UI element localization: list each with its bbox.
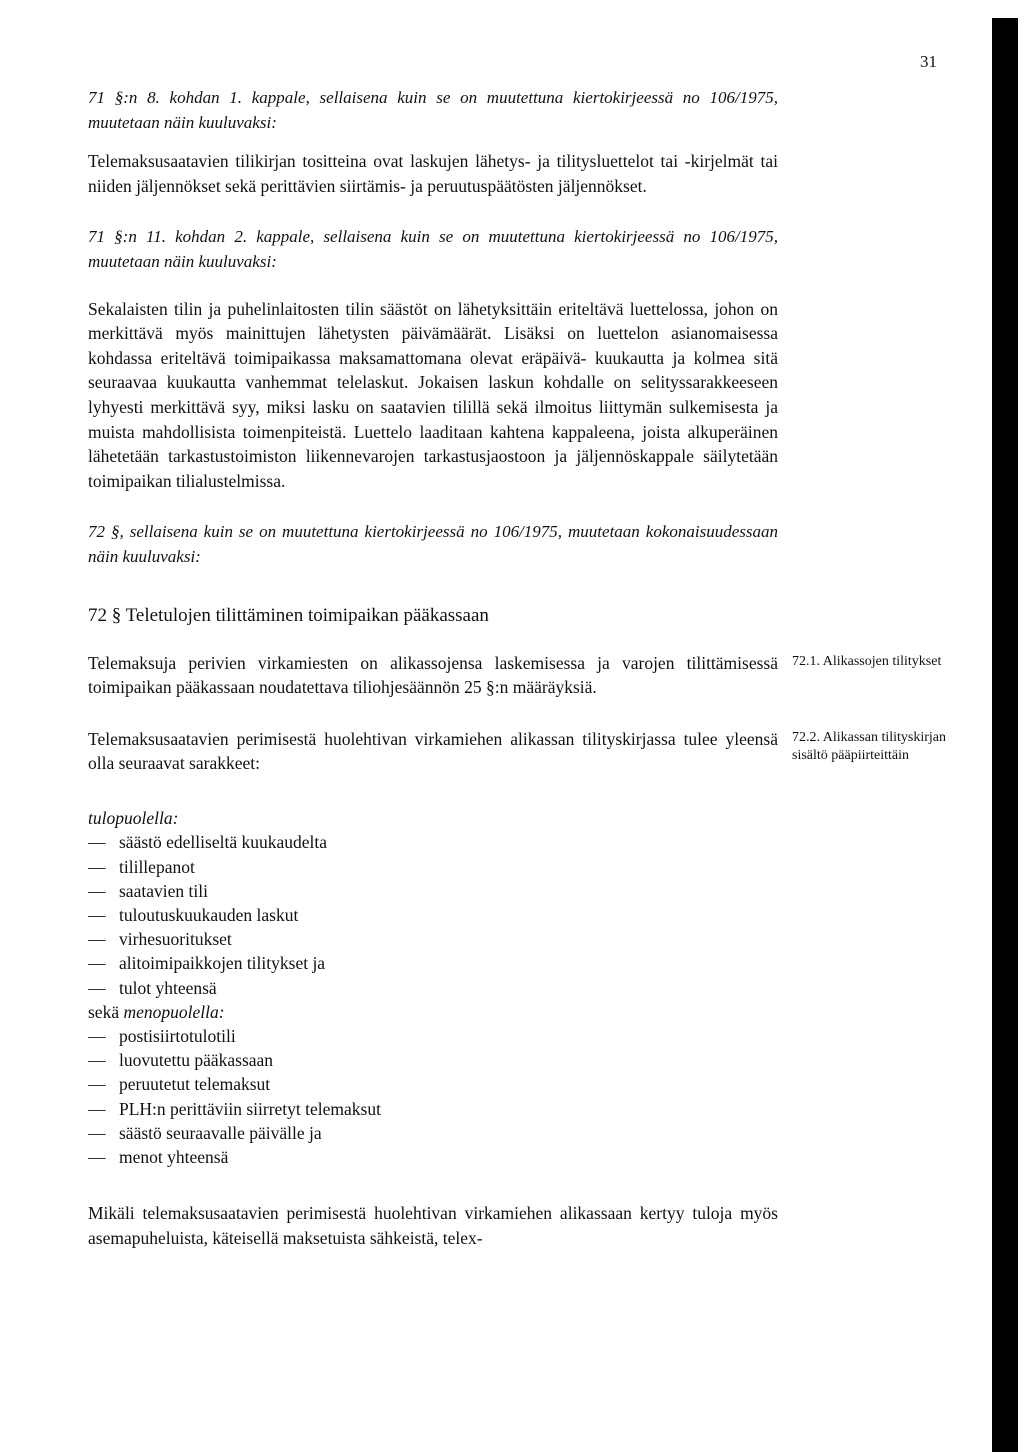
list-item-text: virhesuoritukset bbox=[119, 929, 232, 950]
scan-edge-bar bbox=[992, 18, 1018, 1452]
expense-label: menopuolella: bbox=[123, 1001, 225, 1022]
dash-bullet: — bbox=[88, 880, 106, 901]
list-item-text: postisiirtotulotili bbox=[119, 1026, 236, 1046]
amendment-heading-71-11: 71 §:n 11. kohdan 2. kappale, sellaisena kuin se on muutettuna kiertokirjeessä no 106/1975, muutetaan näin kuuluvaksi: bbox=[88, 227, 778, 271]
subsection-72-2 bbox=[88, 727, 946, 776]
list-item-text: säästö edelliseltä kuukaudelta bbox=[119, 832, 327, 853]
final-paragraph: Mikäli telemaksusaatavien perimisestä huolehtivan virkamiehen alikassaan kertyy tuloja myös asemapuheluista, käteisellä maksetuista sähkeistä, telex- bbox=[88, 1203, 778, 1248]
amendment-text-71-8: Telemaksusaatavien tilikirjan tositteina ovat laskujen lähetys- ja tilitysluettelot tai -kirjelmät tai niiden jäljennökset sekä perittävien siirtämis- ja peruutuspäätösten jäljennökset. bbox=[88, 151, 778, 196]
list-item-text: tilillepanot bbox=[119, 856, 195, 877]
list-item bbox=[88, 1145, 778, 1169]
dash-bullet: — bbox=[88, 856, 106, 877]
amendment-heading-71-8: 71 §:n 8. kohdan 1. kappale, sellaisena kuin se on muutettuna kiertokirjeessä no 106/1975, muutetaan näin kuuluvaksi: bbox=[88, 88, 778, 132]
list-item bbox=[88, 903, 778, 927]
list-item bbox=[88, 1097, 778, 1121]
list-item bbox=[88, 1121, 778, 1145]
income-items-list bbox=[88, 830, 778, 999]
list-item bbox=[88, 1048, 778, 1072]
document-body bbox=[88, 86, 946, 1250]
list-item bbox=[88, 879, 778, 903]
page-number: 31 bbox=[920, 52, 937, 71]
dash-bullet: — bbox=[88, 1147, 106, 1168]
paragraph-72-1: Telemaksuja perivien virkamiesten on alikassojensa laskemisessa ja varojen tilittämisessä toimipaikan pääkassaan noudatettava tiliohjesäännön 25 §:n määräyksiä. bbox=[88, 652, 778, 698]
list-item bbox=[88, 1024, 778, 1048]
dash-bullet: — bbox=[88, 977, 106, 998]
list-item bbox=[88, 830, 778, 854]
dash-bullet: — bbox=[88, 832, 106, 853]
dash-bullet: — bbox=[88, 1026, 106, 1046]
dash-bullet: — bbox=[88, 1098, 106, 1119]
list-item-text: tulot yhteensä bbox=[119, 977, 217, 998]
margin-note-72-2: 72.2. Alikassan tilityskirjan sisältö pääpiirteittäin bbox=[792, 729, 946, 763]
dash-bullet: — bbox=[88, 1074, 106, 1095]
list-item-text: tuloutuskuukauden laskut bbox=[119, 904, 299, 925]
paragraph-72-2: Telemaksusaatavien perimisestä huolehtivan virkamiehen alikassan tilityskirjassa tulee yleensä olla seuraavat sarakkeet: bbox=[88, 728, 778, 774]
list-item bbox=[88, 951, 778, 975]
list-item bbox=[88, 927, 778, 951]
dash-bullet: — bbox=[88, 953, 106, 974]
list-item-text: saatavien tili bbox=[119, 880, 208, 901]
list-item bbox=[88, 976, 778, 1000]
list-item-text: peruutetut telemaksut bbox=[119, 1074, 271, 1095]
dash-bullet: — bbox=[88, 1122, 106, 1143]
dash-bullet: — bbox=[88, 929, 106, 950]
column-list bbox=[88, 806, 778, 1169]
expense-items-list bbox=[88, 1024, 778, 1169]
amendment-heading-72: 72 §, sellaisena kuin se on muutettuna kiertokirjeessä no 106/1975, muutetaan kokonaisuudessaan näin kuuluvaksi: bbox=[88, 522, 778, 566]
list-item bbox=[88, 1072, 778, 1096]
list-item-text: alitoimipaikkojen tilitykset ja bbox=[119, 953, 326, 974]
list-item-text: luovutettu pääkassaan bbox=[119, 1050, 274, 1071]
expense-label-line bbox=[88, 1000, 778, 1024]
margin-note-72-1: 72.1. Alikassojen tilitykset bbox=[792, 653, 942, 669]
income-label: tulopuolella: bbox=[88, 807, 179, 828]
dash-bullet: — bbox=[88, 1050, 106, 1071]
expense-prefix: sekä bbox=[88, 1001, 124, 1022]
dash-bullet: — bbox=[88, 904, 106, 925]
list-item-text: PLH:n perittäviin siirretyt telemaksut bbox=[119, 1098, 381, 1119]
list-item-text: menot yhteensä bbox=[119, 1147, 229, 1168]
list-item-text: säästö seuraavalle päivälle ja bbox=[119, 1122, 322, 1143]
section-title-72: 72 § Teletulojen tilittäminen toimipaikan pääkassaan bbox=[88, 604, 489, 626]
amendment-text-71-11: Sekalaisten tilin ja puhelinlaitosten tilin säästöt on lähetyksittäin eriteltävä luettelossa, johon on merkittävä myös mainittujen lähetysten päivämäärät. Lisäksi on luettelon asianomaisessa kohdassa eriteltävä toimipaikassa maksamattomana olevat eräpäivä- kuukautta ja kolmea sitä seuraavaa kuukautta vanhemmat telelaskut. Jokaisen laskun kohdalle on selityssarakkeeseen lyhyesti merkittävä syy, miksi lasku on saatavien tilillä sekä ilmoitus liittymän sulkemisesta ja muista mahdollisista toimenpiteistä. Luettelo laaditaan kahtena kappaleena, joista alkuperäinen lähetetään tarkastustoimiston liikennevarojen tarkastusjaostoon ja jäljennöskappale säilytetään toimipaikan tilialustelmissa. bbox=[88, 298, 778, 491]
list-item bbox=[88, 855, 778, 879]
subsection-72-1 bbox=[88, 651, 942, 700]
